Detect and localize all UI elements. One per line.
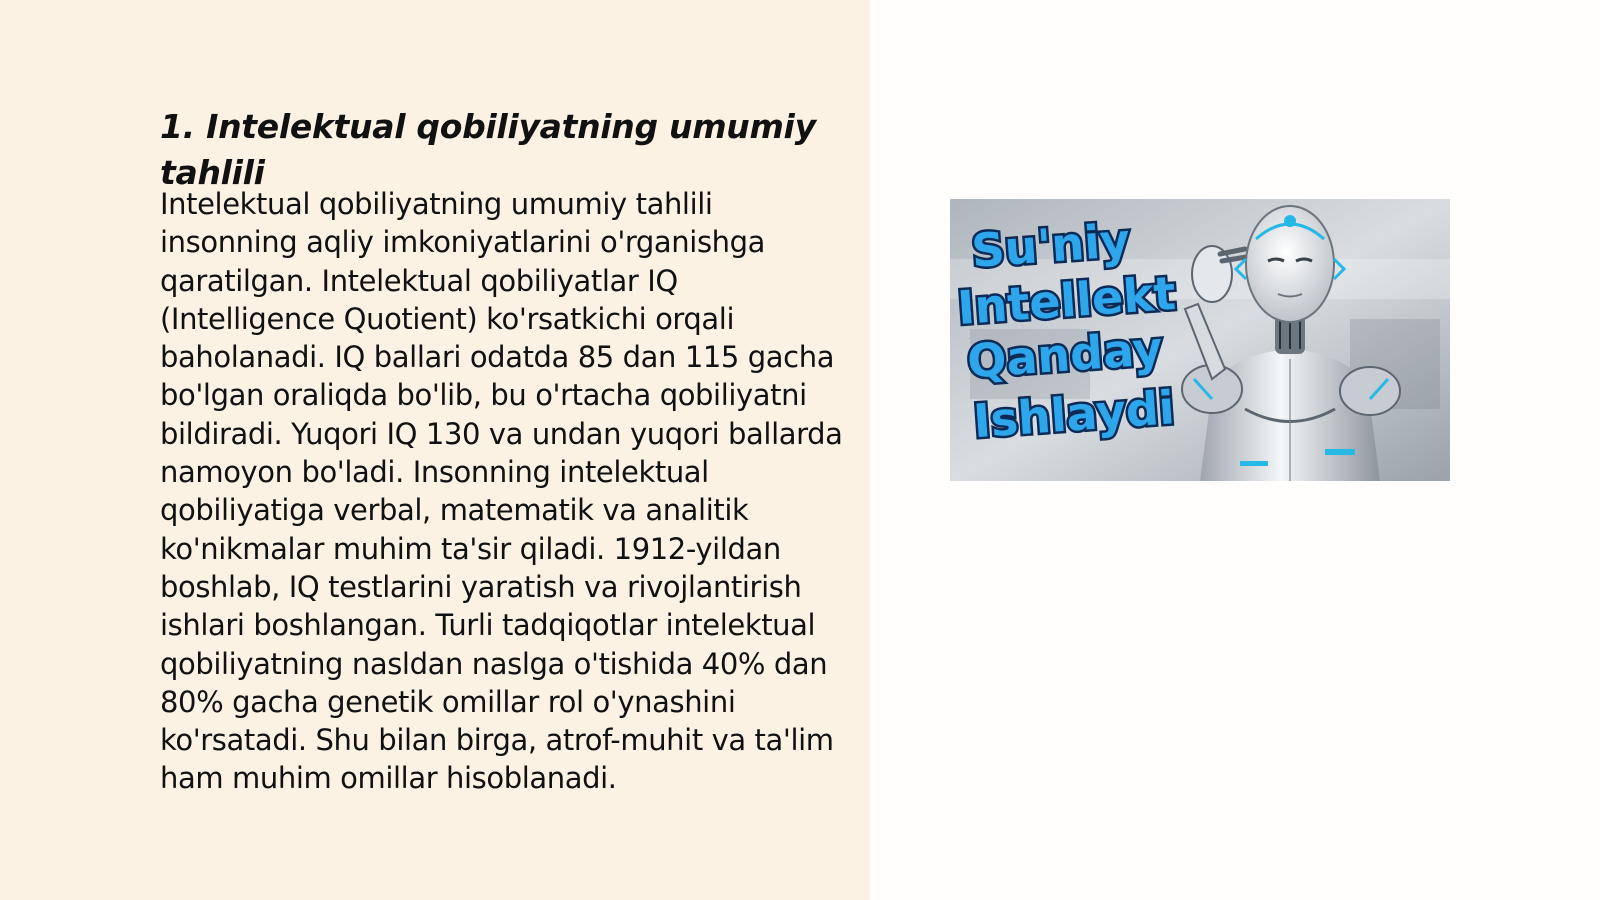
robot-image [950,199,1450,481]
robot-right-shoulder [1340,367,1400,415]
slide-title: 1. Intelektual qobiliyatning umumiy tahlili [160,107,816,192]
image-caption-line-2: Intellekt [955,265,1178,336]
slide-body-text: Intelektual qobiliyatning umumiy tahlili insonning aqliy imkoniyatlarini o'rganishga qaratilgan. Intelektual qobiliyatlar IQ (Intelligence Quotient) ko'rsatkichi orqali baholanadi. IQ ballari odatda 85 dan 115 gacha bo'lgan oraliqda bo'lib, bu o'rtacha qobiliyatni bildiradi. Yuqori IQ 130 va undan yuqori ballarda namoyon bo'ladi. Insonning intelektual qobiliyatiga verbal, matematik va analitik ko'nikmalar muhim ta'sir qiladi. 1912-yildan boshlab, IQ testlarini yaratish va rivojlantirish ishlari boshlangan. Turli tadqiqotlar intelektual qobiliyatning nasldan naslga o'tishida 40% dan 80% gacha genetik omillar rol o'ynashini ko'rsatadi. Shu bilan birga, atrof-muhit va ta'lim ham muhim omillar hisoblanadi. [160,187,843,796]
image-caption-line-3: Qanday [965,320,1165,389]
image-caption-line-4: Ishlaydi [971,380,1177,449]
image-caption-line-1: Su'niy [969,212,1132,278]
